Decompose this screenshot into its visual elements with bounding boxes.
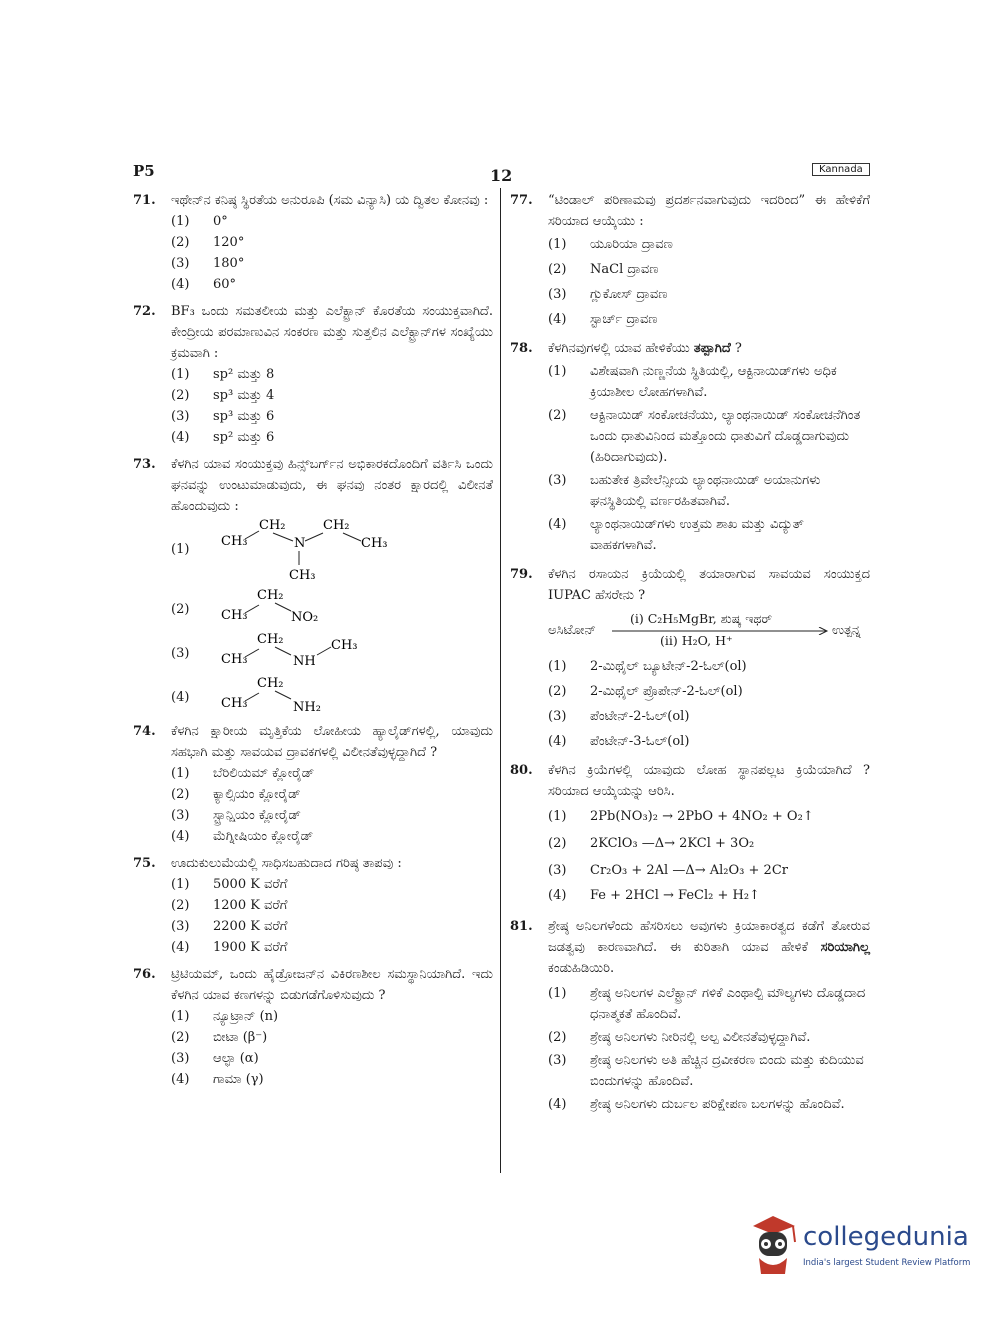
nitro-structure bbox=[211, 583, 411, 627]
option: (4) 60° bbox=[171, 277, 237, 292]
option: (4) ಮೆಗ್ನೀಷಿಯಂ ಕ್ಲೋರೈಡ್ bbox=[171, 829, 314, 844]
option: (1) 2Pb(NO₃)₂ → 2PbO + 4NO₂ + O₂↑ bbox=[548, 809, 814, 824]
left-column bbox=[133, 190, 493, 1096]
question-text: ಕೆಳಗಿನ ರಸಾಯನ ಕ್ರಿಯೆಯಲ್ಲಿ ತಯಾರಾಗುವ ಸಾವಯವ ಸಂಯುಕ್ತದ IUPAC ಹೆಸರೇನು ? bbox=[548, 567, 870, 603]
svg-text:CH₃: CH₃ bbox=[221, 608, 248, 623]
question-number: 79. bbox=[510, 567, 533, 582]
option-structure-2: (2) CH₃ CH₂ NO₂ bbox=[171, 583, 493, 627]
option: (2) NaCl ದ್ರಾವಣ bbox=[548, 262, 659, 277]
option: (3) ಬಹುತೇಕ ತ್ರಿವೇಲೆನ್ಸೀಯ ಲ್ಯಾಂಥನಾಯಿಡ್ ಅಯಾನುಗಳು ಘನಸ್ಥಿತಿಯಲ್ಲಿ ವರ್ಣರಹಿತವಾಗಿವೆ. bbox=[548, 473, 821, 509]
option: (1) ಬೆರಿಲಿಯಮ್ ಕ್ಲೋರೈಡ್ bbox=[171, 766, 315, 781]
question-text: BF₃ ಒಂದು ಸಮತಲೀಯ ಮತ್ತು ಎಲೆಕ್ಟ್ರಾನ್ ಕೊರತೆಯ ಸಂಯುಕ್ತವಾಗಿದೆ. ಕೇಂದ್ರೀಯ ಪರಮಾಣುವಿನ ಸಂಕರಣ ಮತ್ತು ಸುತ್ತಲಿನ ಎಲೆಕ್ಟ್ರಾನ್‌ಗಳ ಸಂಖ್ಯೆಯು ಕ್ರಮವಾಗಿ : bbox=[171, 304, 493, 361]
question-78 bbox=[510, 338, 870, 556]
product: ಉತ್ಪನ್ನ bbox=[832, 623, 861, 638]
option: (1) ನ್ಯೂಟ್ರಾನ್ (n) bbox=[171, 1009, 279, 1024]
option: (3) sp³ ಮತ್ತು 6 bbox=[171, 409, 275, 424]
svg-text:CH₃: CH₃ bbox=[221, 652, 248, 667]
svg-text:CH₂: CH₂ bbox=[323, 518, 350, 533]
amine-structure-1 bbox=[211, 517, 411, 583]
option: (3) 2200 K ವರೆಗೆ bbox=[171, 919, 288, 934]
question-text: ಕೆಳಗಿನ ಕ್ಷಾರೀಯ ಮೃತ್ತಿಕೆಯ ಲೋಹೀಯ ಹ್ಯಾಲೈಡ್‌ಗಳಲ್ಲಿ, ಯಾವುದು ಸಹಭಾಗಿ ಮತ್ತು ಸಾವಯವ ದ್ರಾವಕಗಳಲ್ಲಿ ವಿಲೀನತೆವುಳ್ಳದ್ದಾಗಿದೆ ? bbox=[171, 724, 493, 760]
question-number: 76. bbox=[133, 967, 156, 982]
option: (1) 5000 K ವರೆಗೆ bbox=[171, 877, 288, 892]
option: (4) ಲ್ಯಾಂಥನಾಯಿಡ್‌ಗಳು ಉತ್ತಮ ಶಾಖ ಮತ್ತು ವಿದ್ಯುತ್ ವಾಹಕಗಳಾಗಿವೆ. bbox=[548, 517, 804, 553]
option: (3) ಸ್ಟ್ರಾನ್ಷಿಯಂ ಕ್ಲೋರೈಡ್ bbox=[171, 808, 301, 823]
svg-text:N: N bbox=[294, 536, 306, 551]
question-number: 75. bbox=[133, 856, 156, 871]
emphasis-word: ಸರಿಯಾಗಿಲ್ಲ bbox=[820, 940, 870, 955]
option: (2) ಆಕ್ಟಿನಾಯಿಡ್ ಸಂಕೋಚನೆಯು, ಲ್ಯಾಂಥನಾಯಿಡ್ ಸಂಕೋಚನೆಗಿಂತ ಒಂದು ಧಾತುವಿನಿಂದ ಮತ್ತೊಂದು ಧಾತುವಿಗೆ ದೊಡ್ಡದಾಗುವುದು (ಹಿರಿದಾಗುವುದು). bbox=[548, 408, 861, 465]
svg-text:CH₃: CH₃ bbox=[361, 536, 388, 551]
option: (2) 2-ಮಿಥೈಲ್ ಪ್ರೊಪೇನ್-2-ಓಲ್(ol) bbox=[548, 684, 743, 699]
option: (4) 1900 K ವರೆಗೆ bbox=[171, 940, 288, 955]
option: (2) sp³ ಮತ್ತು 4 bbox=[171, 388, 275, 403]
reactant: ಅಸಿಟೋನ್ bbox=[548, 623, 596, 638]
option: (1) ವಿಶೇಷವಾಗಿ ನುಣ್ಣನೆಯ ಸ್ಥಿತಿಯಲ್ಲಿ, ಆಕ್ಟಿನಾಯಿಡ್‌ಗಳು ಅಧಿಕ ಕ್ರಿಯಾಶೀಲ ಲೋಹಗಳಾಗಿವೆ. bbox=[548, 364, 837, 400]
question-74 bbox=[133, 721, 493, 847]
question-76 bbox=[133, 964, 493, 1090]
svg-text:CH₂: CH₂ bbox=[257, 632, 284, 647]
question-text: ಇಥೇನ್‌ನ ಕನಿಷ್ಠ ಸ್ಥಿರತೆಯ ಅನುರೂಪಿ (ಸಮ ವಿನ್ಯಾಸಿ) ಯ ದ್ವಿತಲ ಕೋನವು : bbox=[171, 193, 489, 208]
question-73 bbox=[133, 454, 493, 715]
collegedunia-logo[interactable] bbox=[745, 1212, 975, 1282]
question-72 bbox=[133, 301, 493, 448]
reagent-above: (i) C₂H₅MgBr, ಶುಷ್ಕ ಇಥರ್ bbox=[630, 611, 773, 626]
svg-text:CH₃: CH₃ bbox=[331, 638, 358, 653]
option: (2) 120° bbox=[171, 235, 245, 250]
option: (4) sp² ಮತ್ತು 6 bbox=[171, 430, 275, 445]
question-number: 71. bbox=[133, 193, 156, 208]
option: (3) ಆಲ್ಫಾ (α) bbox=[171, 1051, 259, 1066]
svg-text:CH₂: CH₂ bbox=[259, 518, 286, 533]
right-column bbox=[510, 190, 870, 1121]
svg-text:NH₂: NH₂ bbox=[293, 700, 321, 715]
option: (3) 180° bbox=[171, 256, 245, 271]
option: (2) ಕ್ಯಾಲ್ಸಿಯಂ ಕ್ಲೋರೈಡ್ bbox=[171, 787, 301, 802]
paper-code: P5 bbox=[133, 162, 155, 180]
svg-text:NO₂: NO₂ bbox=[291, 610, 319, 625]
secondary-amine-structure bbox=[211, 627, 411, 671]
question-text: ಊದುಕುಲುಮೆಯಲ್ಲಿ ಸಾಧಿಸಬಹುದಾದ ಗರಿಷ್ಠ ತಾಪವು : bbox=[171, 856, 402, 871]
emphasis-word: ತಪ್ಪಾಗಿದೆ bbox=[693, 341, 731, 356]
reagent-below: (ii) H₂O, H⁺ bbox=[660, 633, 733, 648]
question-71 bbox=[133, 190, 493, 295]
question-80 bbox=[510, 760, 870, 906]
question-text: ಟ್ರಿಟಿಯಮ್, ಒಂದು ಹೈಡ್ರೋಜನ್‌ನ ವಿಕಿರಣಶೀಲ ಸಮಸ್ಥಾನಿಯಾಗಿದೆ. ಇದು ಕೆಳಗಿನ ಯಾವ ಕಣಗಳನ್ನು ಬಿಡುಗಡೆಗೊಳಿಸುವುದು ? bbox=[171, 967, 493, 1003]
option: (1) sp² ಮತ್ತು 8 bbox=[171, 367, 275, 382]
question-79 bbox=[510, 564, 870, 752]
logo-tagline: India's largest Student Review Platform bbox=[803, 1258, 971, 1268]
question-number: 72. bbox=[133, 304, 156, 319]
question-number: 81. bbox=[510, 919, 533, 934]
question-75 bbox=[133, 853, 493, 958]
primary-amine-structure bbox=[211, 671, 411, 715]
option: (2) ಶ್ರೇಷ್ಠ ಅನಿಲಗಳು ನೀರಿನಲ್ಲಿ ಅಲ್ಪ ವಿಲೀನತೆವುಳ್ಳದ್ದಾಗಿವೆ. bbox=[548, 1030, 811, 1045]
svg-text:CH₂: CH₂ bbox=[257, 676, 284, 691]
option-structure-1: (1) CH₃ CH₂ N CH₂ CH₃ CH₃ bbox=[171, 517, 493, 583]
svg-text:CH₃: CH₃ bbox=[221, 534, 248, 549]
option: (4) ಪೆಂಟೇನ್-3-ಓಲ್(ol) bbox=[548, 734, 690, 749]
option: (1) ಶ್ರೇಷ್ಠ ಅನಿಲಗಳ ಎಲೆಕ್ಟ್ರಾನ್ ಗಳಿಕೆ ಎಂಥಾಲ್ಪಿ ಮೌಲ್ಯಗಳು ದೊಡ್ಡದಾದ ಧನಾತ್ಮಕತೆ ಹೊಂದಿವೆ. bbox=[548, 986, 866, 1022]
option: (1) 2-ಮಿಥೈಲ್ ಬ್ಯೂಟೇನ್-2-ಓಲ್(ol) bbox=[548, 659, 747, 674]
option: (1) 0° bbox=[171, 214, 228, 229]
question-number: 74. bbox=[133, 724, 156, 739]
question-text: ಕೆಳಗಿನ ಯಾವ ಸಂಯುಕ್ತವು ಹಿನ್ಸ್‌ಬರ್ಗ್‌ನ ಅಭಿಕಾರಕದೊಂದಿಗೆ ವರ್ತಿಸಿ ಒಂದು ಘನವನ್ನು ಉಂಟುಮಾಡುವುದು, ಈ ಘನವು ನಂತರ ಕ್ಷಾರದಲ್ಲಿ ವಿಲೀನತೆ ಹೊಂದುವುದು : bbox=[171, 457, 493, 514]
svg-text:CH₂: CH₂ bbox=[257, 588, 284, 603]
svg-text:CH₃: CH₃ bbox=[289, 568, 316, 583]
option: (2) ಬೀಟಾ (β⁻) bbox=[171, 1030, 268, 1045]
option: (4) Fe + 2HCl → FeCl₂ + H₂↑ bbox=[548, 888, 760, 903]
page-number: 12 bbox=[490, 166, 513, 185]
language-tag: Kannada bbox=[812, 163, 870, 176]
option: (3) ಶ್ರೇಷ್ಠ ಅನಿಲಗಳು ಅತಿ ಹೆಚ್ಚಿನ ದ್ರವೀಕರಣ ಬಿಂದು ಮತ್ತು ಕುದಿಯುವ ಬಿಂದುಗಳನ್ನು ಹೊಂದಿವೆ. bbox=[548, 1053, 864, 1089]
option: (2) 1200 K ವರೆಗೆ bbox=[171, 898, 288, 913]
logo-wordmark: collegedunia bbox=[803, 1222, 969, 1252]
option: (3) Cr₂O₃ + 2Al —Δ→ Al₂O₃ + 2Cr bbox=[548, 863, 788, 878]
column-divider bbox=[500, 188, 501, 1173]
option: (1) ಯೂರಿಯಾ ದ್ರಾವಣ bbox=[548, 237, 673, 252]
option-structure-3: (3) CH₃ CH₂ NH CH₃ bbox=[171, 627, 493, 671]
question-81 bbox=[510, 916, 870, 1115]
option: (4) ಗಾಮಾ (γ) bbox=[171, 1072, 264, 1087]
option: (2) 2KClO₃ —Δ→ 2KCl + 3O₂ bbox=[548, 836, 755, 851]
question-number: 77. bbox=[510, 193, 533, 208]
svg-text:NH: NH bbox=[293, 654, 316, 669]
question-number: 80. bbox=[510, 763, 533, 778]
question-text: ಕೆಳಗಿನ ಕ್ರಿಯೆಗಳಲ್ಲಿ ಯಾವುದು ಲೋಹ ಸ್ಥಾನಪಲ್ಲಟ ಕ್ರಿಯೆಯಾಗಿದೆ ? ಸರಿಯಾದ ಆಯ್ಕೆಯನ್ನು ಆರಿಸಿ. bbox=[548, 763, 870, 799]
reaction-scheme bbox=[548, 608, 870, 652]
question-text: ಕೆಳಗಿನವುಗಳಲ್ಲಿ ಯಾವ ಹೇಳಿಕೆಯು ತಪ್ಪಾಗಿದೆ ? bbox=[548, 341, 742, 356]
option-structure-4: (4) CH₃ CH₂ NH₂ bbox=[171, 671, 493, 715]
svg-text:CH₃: CH₃ bbox=[221, 696, 248, 711]
option: (3) ಗ್ಲುಕೋಸ್ ದ್ರಾವಣ bbox=[548, 287, 668, 302]
option: (4) ಶ್ರೇಷ್ಠ ಅನಿಲಗಳು ದುರ್ಬಲ ಪರಿಕ್ಷೇಪಣ ಬಲಗಳನ್ನು ಹೊಂದಿವೆ. bbox=[548, 1097, 845, 1112]
option: (4) ಸ್ಟಾರ್ಚ್ ದ್ರಾವಣ bbox=[548, 312, 658, 327]
option: (3) ಪೆಂಟೇನ್-2-ಓಲ್(ol) bbox=[548, 709, 690, 724]
question-text: “ಟಿಂಡಾಲ್ ಪರಿಣಾಮವು ಪ್ರದರ್ಶನವಾಗುವುದು ಇದರಿಂದ” ಈ ಹೇಳಿಕೆಗೆ ಸರಿಯಾದ ಆಯ್ಕೆಯು : bbox=[548, 193, 870, 229]
question-number: 73. bbox=[133, 457, 156, 472]
question-text: ಶ್ರೇಷ್ಠ ಅನಿಲಗಳೆಂದು ಹೆಸರಿಸಲು ಅವುಗಳು ಕ್ರಿಯಾಕಾರತ್ವದ ಕಡೆಗೆ ತೋರುವ ಜಡತ್ವವು ಕಾರಣವಾಗಿದೆ. ಈ ಕುರಿತಾಗಿ ಯಾವ ಹೇಳಿಕೆ ಸರಿಯಾಗಿಲ್ಲ ಕಂಡುಹಿಡಿಯಿರಿ. bbox=[548, 919, 870, 976]
mascot-icon bbox=[745, 1212, 801, 1278]
question-77 bbox=[510, 190, 870, 330]
question-number: 78. bbox=[510, 341, 533, 356]
